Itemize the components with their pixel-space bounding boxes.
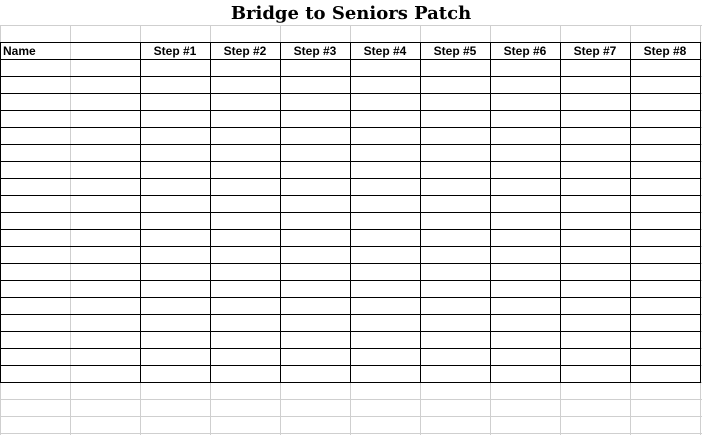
step-1-cell[interactable] [141,111,210,127]
step-1-cell[interactable] [141,281,210,297]
step-1-cell[interactable] [141,366,210,382]
step-5-cell[interactable] [421,179,490,195]
name-cell[interactable] [1,230,140,246]
step-4-cell[interactable] [351,60,420,76]
name-cell[interactable] [1,94,140,110]
step-2-cell[interactable] [211,349,280,365]
step-8-cell[interactable] [631,366,700,382]
step-2-cell[interactable] [211,179,280,195]
step-7-cell[interactable] [561,94,630,110]
step-7-cell[interactable] [561,247,630,263]
step-8-cell[interactable] [631,111,700,127]
step-4-cell[interactable] [351,247,420,263]
step-1-cell[interactable] [141,162,210,178]
table-row [0,145,700,161]
step-1-cell[interactable] [141,128,210,144]
table-row [0,213,700,229]
step-1-cell[interactable] [141,145,210,161]
step-5-cell[interactable] [421,162,490,178]
name-cell[interactable] [1,179,140,195]
name-cell[interactable] [1,111,140,127]
table-row [0,315,700,331]
table-row [0,94,700,110]
table-row [0,162,700,178]
header-step-2[interactable]: Step #2 [223,44,267,58]
step-5-cell[interactable] [421,145,490,161]
step-2-cell[interactable] [211,60,280,76]
step-3-cell[interactable] [281,264,350,280]
step-6-cell[interactable] [491,196,560,212]
step-7-cell[interactable] [561,349,630,365]
step-8-cell[interactable] [631,196,700,212]
step-5-cell[interactable] [421,196,490,212]
name-cell[interactable] [1,128,140,144]
header-step-3[interactable]: Step #3 [293,44,337,58]
step-4-cell[interactable] [351,179,420,195]
table-row [0,247,700,263]
name-cell[interactable] [1,264,140,280]
step-2-cell[interactable] [211,315,280,331]
step-1-cell[interactable] [141,94,210,110]
step-5-cell[interactable] [421,213,490,229]
step-2-cell[interactable] [211,94,280,110]
name-cell[interactable] [1,196,140,212]
step-1-cell[interactable] [141,264,210,280]
name-cell[interactable] [1,298,140,314]
step-7-cell[interactable] [561,145,630,161]
step-4-cell[interactable] [351,315,420,331]
step-3-cell[interactable] [281,213,350,229]
step-6-cell[interactable] [491,230,560,246]
step-8-cell[interactable] [631,162,700,178]
table-row [0,281,700,297]
step-4-cell[interactable] [351,111,420,127]
step-3-cell[interactable] [281,162,350,178]
step-6-cell[interactable] [491,128,560,144]
step-4-cell[interactable] [351,264,420,280]
step-5-cell[interactable] [421,315,490,331]
step-4-cell[interactable] [351,298,420,314]
table-row [0,60,700,76]
step-8-cell[interactable] [631,349,700,365]
step-4-cell[interactable] [351,94,420,110]
sheet-title[interactable]: Bridge to Seniors Patch [0,0,702,25]
step-1-cell[interactable] [141,349,210,365]
step-6-cell[interactable] [491,60,560,76]
step-4-cell[interactable] [351,145,420,161]
step-2-cell[interactable] [211,162,280,178]
col-border-step-8 [700,42,701,383]
step-6-cell[interactable] [491,366,560,382]
step-5-cell[interactable] [421,230,490,246]
step-7-cell[interactable] [561,298,630,314]
step-6-cell[interactable] [491,298,560,314]
step-4-cell[interactable] [351,213,420,229]
step-3-cell[interactable] [281,179,350,195]
step-3-cell[interactable] [281,366,350,382]
step-5-cell[interactable] [421,60,490,76]
step-6-cell[interactable] [491,77,560,93]
step-6-cell[interactable] [491,179,560,195]
step-1-cell[interactable] [141,247,210,263]
step-6-cell[interactable] [491,94,560,110]
step-5-cell[interactable] [421,264,490,280]
table-row [0,179,700,195]
step-2-cell[interactable] [211,145,280,161]
step-8-cell[interactable] [631,94,700,110]
name-cell[interactable] [1,145,140,161]
step-4-cell[interactable] [351,77,420,93]
step-3-cell[interactable] [281,230,350,246]
step-2-cell[interactable] [211,77,280,93]
step-4-cell[interactable] [351,230,420,246]
step-2-cell[interactable] [211,196,280,212]
step-7-cell[interactable] [561,213,630,229]
step-7-cell[interactable] [561,77,630,93]
name-cell[interactable] [1,332,140,348]
step-1-cell[interactable] [141,196,210,212]
step-5-cell[interactable] [421,128,490,144]
name-cell[interactable] [1,162,140,178]
header-step-8[interactable]: Step #8 [643,44,687,58]
step-8-cell[interactable] [631,128,700,144]
table-row [0,349,700,365]
step-1-cell[interactable] [141,213,210,229]
step-4-cell[interactable] [351,349,420,365]
step-8-cell[interactable] [631,298,700,314]
step-5-cell[interactable] [421,281,490,297]
step-1-cell[interactable] [141,77,210,93]
step-5-cell[interactable] [421,77,490,93]
step-4-cell[interactable] [351,332,420,348]
step-1-cell[interactable] [141,230,210,246]
name-cell[interactable] [1,77,140,93]
step-5-cell[interactable] [421,247,490,263]
table-row [0,366,700,382]
gridline-row-25 [0,433,702,434]
step-5-cell[interactable] [421,349,490,365]
step-6-cell[interactable] [491,247,560,263]
step-4-cell[interactable] [351,162,420,178]
step-1-cell[interactable] [141,60,210,76]
step-6-cell[interactable] [491,264,560,280]
step-3-cell[interactable] [281,196,350,212]
step-3-cell[interactable] [281,111,350,127]
step-7-cell[interactable] [561,179,630,195]
header-step-6[interactable]: Step #6 [503,44,547,58]
step-3-cell[interactable] [281,332,350,348]
step-1-cell[interactable] [141,179,210,195]
step-7-cell[interactable] [561,162,630,178]
table-row [0,196,700,212]
step-7-cell[interactable] [561,196,630,212]
step-4-cell[interactable] [351,196,420,212]
step-5-cell[interactable] [421,366,490,382]
step-8-cell[interactable] [631,77,700,93]
step-2-cell[interactable] [211,366,280,382]
table-row [0,298,700,314]
step-7-cell[interactable] [561,264,630,280]
step-5-cell[interactable] [421,111,490,127]
name-cell[interactable] [1,281,140,297]
step-3-cell[interactable] [281,298,350,314]
table-row [0,230,700,246]
name-cell[interactable] [1,247,140,263]
name-cell[interactable] [1,366,140,382]
step-2-cell[interactable] [211,213,280,229]
step-1-cell[interactable] [141,332,210,348]
step-2-cell[interactable] [211,332,280,348]
step-1-cell[interactable] [141,315,210,331]
step-7-cell[interactable] [561,315,630,331]
step-2-cell[interactable] [211,298,280,314]
step-3-cell[interactable] [281,349,350,365]
step-8-cell[interactable] [631,315,700,331]
step-2-cell[interactable] [211,247,280,263]
step-2-cell[interactable] [211,264,280,280]
step-7-cell[interactable] [561,281,630,297]
gridline-row-23 [0,399,702,400]
step-2-cell[interactable] [211,281,280,297]
step-3-cell[interactable] [281,281,350,297]
step-4-cell[interactable] [351,128,420,144]
step-1-cell[interactable] [141,298,210,314]
table-row [0,264,700,280]
step-5-cell[interactable] [421,94,490,110]
step-8-cell[interactable] [631,247,700,263]
header-step-4[interactable]: Step #4 [363,44,407,58]
step-3-cell[interactable] [281,94,350,110]
step-7-cell[interactable] [561,230,630,246]
table-row [0,332,700,348]
gridline-row-24 [0,416,702,417]
header-name[interactable]: Name [3,44,36,58]
step-6-cell[interactable] [491,162,560,178]
step-5-cell[interactable] [421,298,490,314]
table-row [0,111,700,127]
step-7-cell[interactable] [561,128,630,144]
step-7-cell[interactable] [561,366,630,382]
name-cell[interactable] [1,60,140,76]
step-6-cell[interactable] [491,213,560,229]
step-3-cell[interactable] [281,77,350,93]
step-2-cell[interactable] [211,230,280,246]
step-2-cell[interactable] [211,128,280,144]
step-6-cell[interactable] [491,145,560,161]
step-3-cell[interactable] [281,60,350,76]
step-8-cell[interactable] [631,145,700,161]
step-8-cell[interactable] [631,281,700,297]
name-cell[interactable] [1,213,140,229]
step-7-cell[interactable] [561,111,630,127]
step-4-cell[interactable] [351,366,420,382]
step-8-cell[interactable] [631,179,700,195]
name-cell[interactable] [1,315,140,331]
step-6-cell[interactable] [491,111,560,127]
step-3-cell[interactable] [281,128,350,144]
step-4-cell[interactable] [351,281,420,297]
step-3-cell[interactable] [281,315,350,331]
step-2-cell[interactable] [211,111,280,127]
step-6-cell[interactable] [491,349,560,365]
header-step-1[interactable]: Step #1 [153,44,197,58]
step-8-cell[interactable] [631,213,700,229]
step-3-cell[interactable] [281,247,350,263]
step-8-cell[interactable] [631,332,700,348]
step-8-cell[interactable] [631,264,700,280]
step-6-cell[interactable] [491,315,560,331]
name-cell[interactable] [1,349,140,365]
step-6-cell[interactable] [491,332,560,348]
step-7-cell[interactable] [561,60,630,76]
header-step-5[interactable]: Step #5 [433,44,477,58]
step-3-cell[interactable] [281,145,350,161]
gridline-row-1 [0,25,702,26]
step-8-cell[interactable] [631,230,700,246]
step-8-cell[interactable] [631,60,700,76]
step-6-cell[interactable] [491,281,560,297]
header-step-7[interactable]: Step #7 [573,44,617,58]
table-row [0,128,700,144]
step-7-cell[interactable] [561,332,630,348]
step-5-cell[interactable] [421,332,490,348]
table-row [0,77,700,93]
